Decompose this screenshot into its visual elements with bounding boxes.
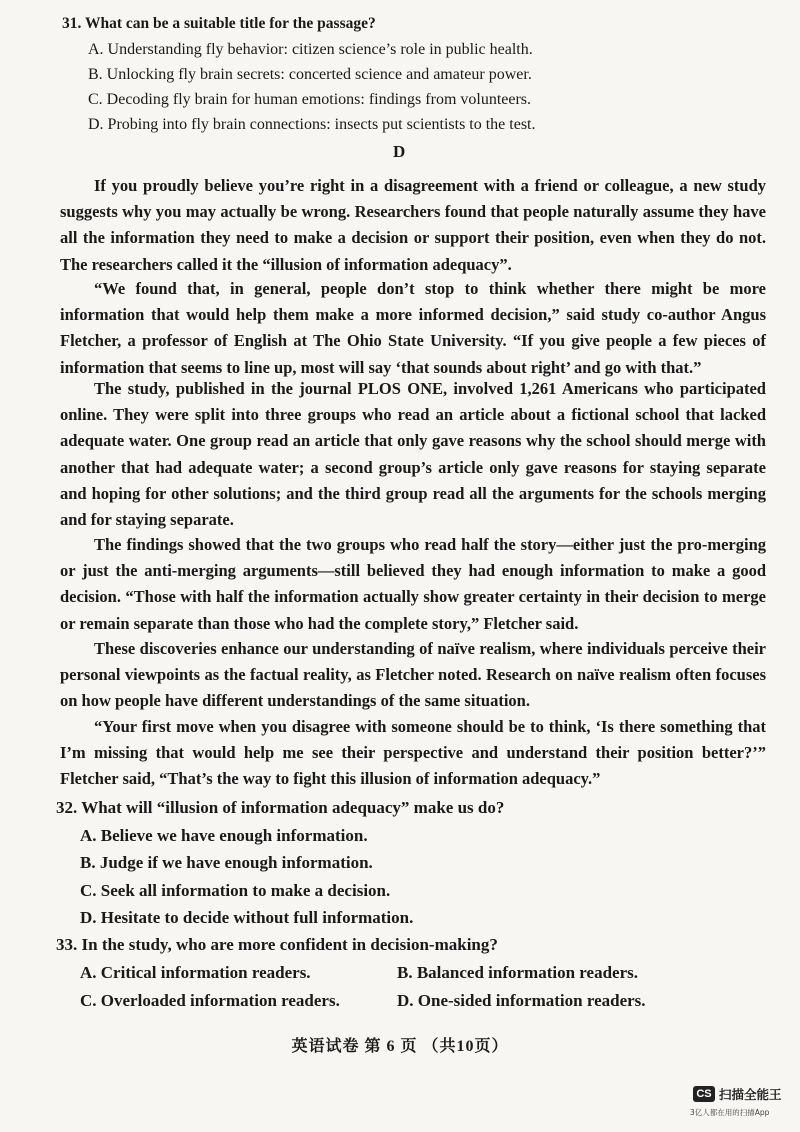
q31-option-b: B. Unlocking fly brain secrets: concerted science and amateur power. — [88, 66, 532, 83]
page-footer: 英语试卷 第 6 页 （共10页） — [291, 1038, 509, 1055]
q32-option-c: C. Seek all information to make a decision. — [80, 881, 391, 900]
paragraph-4: The findings showed that the two groups who read half the story—either just the pro-merging or just the anti-merging arguments—still believed they had enough information to make a good decision. “Those with half the information actually show greater certainty in their decision to merge or remain separate than those who had the complete story,” Fletcher said. — [60, 535, 766, 633]
question-31: 31. What can be a suitable title for the passage? — [62, 15, 376, 32]
q33-option-a: A. Critical information readers. — [80, 963, 311, 982]
camscanner-logo-icon: CS — [693, 1086, 715, 1102]
q31-option-c: C. Decoding fly brain for human emotions: findings from volunteers. — [88, 91, 532, 108]
q33-option-b: B. Balanced information readers. — [397, 963, 638, 982]
question-32: 32. What will “illusion of information adequacy” make us do? — [56, 798, 505, 817]
q32-option-d: D. Hesitate to decide without full information. — [80, 908, 414, 927]
camscanner-name: 扫描全能王 — [719, 1087, 782, 1102]
q32-option-a: A. Believe we have enough information. — [80, 826, 368, 845]
q31-option-d: D. Probing into fly brain connections: insects put scientists to the test. — [88, 116, 536, 133]
q33-option-d: D. One-sided information readers. — [397, 991, 646, 1010]
paragraph-5: These discoveries enhance our understanding of naïve realism, where individuals perceive their personal viewpoints as the factual reality, as Fletcher noted. Research on naïve realism often focuses on how people have different understandings of the same situation. — [60, 639, 766, 711]
section-heading: D — [393, 142, 406, 161]
camscanner-tagline: 3亿人都在用的扫描App — [690, 1108, 770, 1117]
paragraph-3: The study, published in the journal PLOS ONE, involved 1,261 Americans who participated online. They were split into three groups who read an article about a fictional school that lacked adequate water. One group read an article that only gave reasons why the school should merge with another that had adequate water; a second group’s article only gave reasons for staying separate and hoping for other solutions; and the third group read all the arguments for the schools merging and for staying separate. — [60, 379, 766, 530]
paragraph-6: “Your first move when you disagree with someone should be to think, ‘Is there something that I’m missing that would help me see their perspective and understand their position better?’” Fletcher said, “That’s the way to fight this illusion of information adequacy.” — [60, 717, 766, 789]
paragraph-1: If you proudly believe you’re right in a disagreement with a friend or colleague, a new study suggests why you may actually be wrong. Researchers found that people naturally assume they have all the information they need to make a decision or support their position, even when they do not. The researchers called it the “illusion of information adequacy”. — [60, 176, 766, 274]
paragraph-2: “We found that, in general, people don’t stop to think whether there might be more information that would help them make a more informed decision,” said study co-author Angus Fletcher, a professor of English at The Ohio State University. “If you give people a few pieces of information that seems to line up, most will say ‘that sounds about right’ and go with that.” — [60, 279, 766, 377]
q33-option-c: C. Overloaded information readers. — [80, 991, 340, 1010]
q31-option-a: A. Understanding fly behavior: citizen science’s role in public health. — [88, 41, 533, 58]
question-33: 33. In the study, who are more confident in decision-making? — [56, 935, 498, 954]
q32-option-b: B. Judge if we have enough information. — [80, 853, 373, 872]
